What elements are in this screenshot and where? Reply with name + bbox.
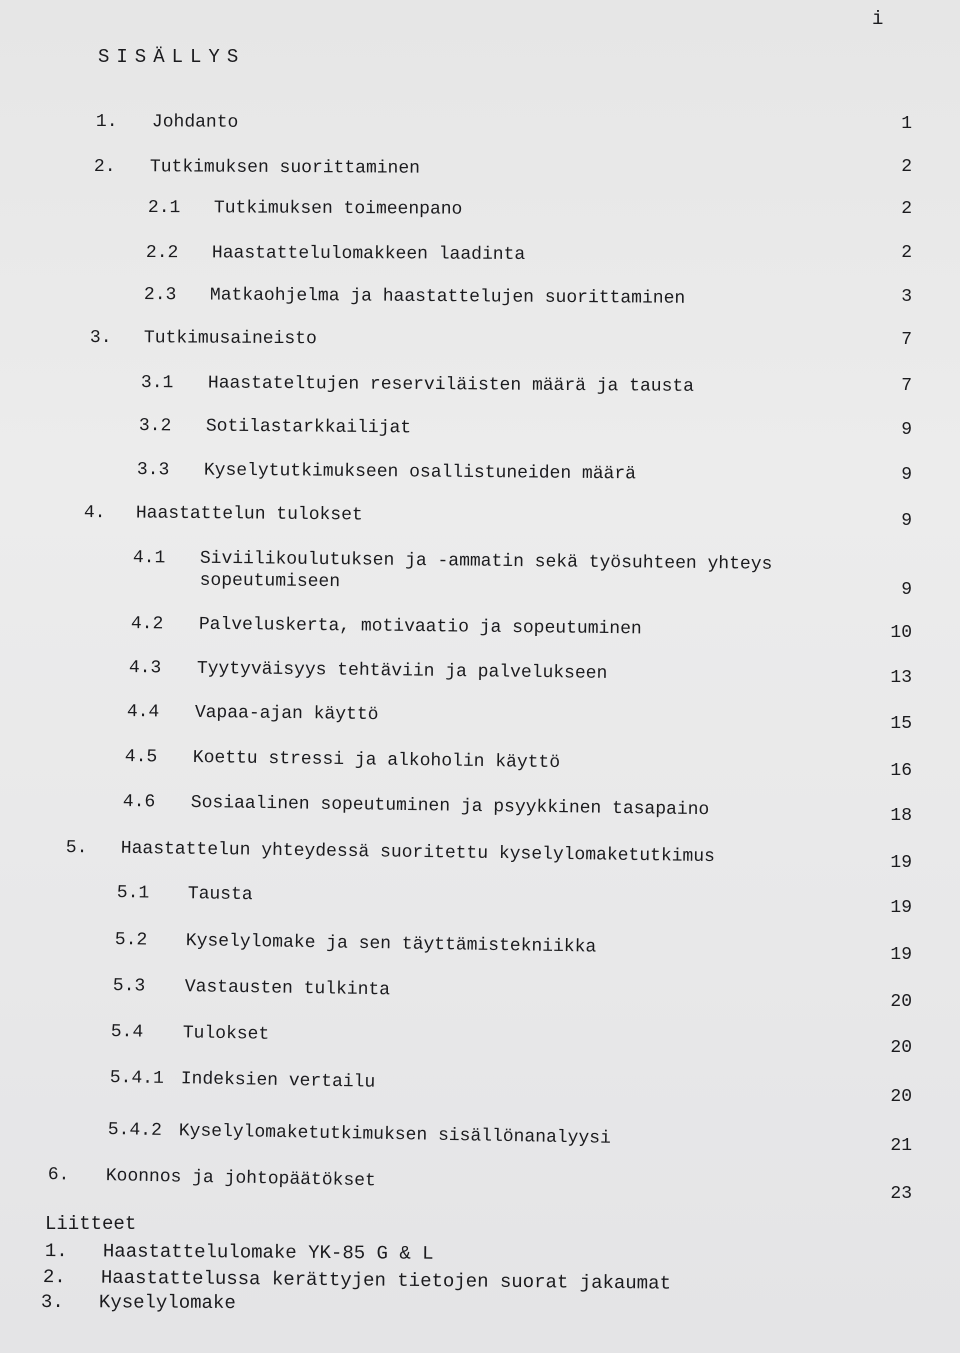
toc-entry-page: 15 [890, 714, 912, 734]
toc-entry-title: Vastausten tulkinta [184, 977, 391, 1001]
toc-entry-title: Tyytyväisyys tehtäviin ja palvelukseen [196, 658, 608, 684]
toc-entry-title: Kyselylomaketutkimuksen sisällönanalyysi [178, 1121, 612, 1149]
toc-entry-page: 20 [890, 992, 912, 1012]
toc-entry-page: 9 [901, 511, 912, 531]
toc-entry-page: 10 [890, 623, 912, 643]
toc-entry-title: Koettu stressi ja alkoholin käyttö [192, 747, 561, 774]
toc-entry-page: 2 [901, 243, 912, 263]
appendix-number: 2. [42, 1266, 66, 1289]
appendix-number: 3. [40, 1291, 64, 1314]
toc-entry-page: 19 [890, 945, 912, 965]
toc-entry-page: 19 [890, 898, 912, 918]
toc-entry-page: 1 [901, 114, 912, 134]
toc-entry-number: 2.1 [147, 198, 181, 219]
toc-entry-title: Siviilikoulutuksen ja -ammatin sekä työsuhteen yhteys [199, 548, 773, 575]
toc-entry-number: 4.5 [124, 747, 158, 768]
toc-entry-page: 7 [901, 376, 912, 396]
toc-entry-number: 3.3 [136, 460, 170, 481]
toc-entry-page: 16 [890, 761, 912, 781]
toc-entry-number: 5.4 [110, 1022, 144, 1043]
page-number: i [872, 8, 884, 30]
toc-entry-title: Koonnos ja johtopäätökset [105, 1166, 376, 1192]
toc-entry-number: 5.4.2 [107, 1120, 163, 1141]
toc-entry-title: Indeksien vertailu [180, 1069, 376, 1093]
toc-entry-title: Haastattelun yhteydessä suoritettu kyselylomaketutkimus [120, 838, 716, 868]
toc-entry-page: 7 [901, 330, 912, 350]
toc-entry-title: Tutkimusaineisto [143, 328, 317, 350]
toc-entry-title: Haastattelulomakkeen laadinta [211, 243, 526, 265]
toc-entry-title: Johdanto [151, 112, 239, 133]
toc-entry-number: 3. [89, 328, 112, 349]
toc-entry-number: 4.4 [126, 702, 160, 723]
toc-entry-number: 5.2 [114, 930, 148, 951]
toc-heading: SISÄLLYS [98, 46, 246, 68]
toc-entry-page: 3 [901, 287, 912, 307]
toc-entry-number: 2. [93, 157, 116, 178]
toc-entry-title: Tutkimuksen toimeenpano [213, 198, 463, 220]
toc-entry-page: 20 [890, 1087, 912, 1107]
toc-entry-page: 9 [901, 465, 912, 485]
toc-entry-page: 18 [890, 806, 912, 826]
toc-entry-title: Tulokset [182, 1023, 270, 1045]
toc-entry-number: 5.1 [116, 883, 150, 904]
toc-entry-number: 3.1 [140, 373, 174, 394]
toc-entry-page: 9 [901, 420, 912, 440]
toc-entry-page: 23 [890, 1184, 912, 1204]
toc-entry-title: Sosiaalinen sopeutuminen ja psyykkinen tasapaino [190, 792, 710, 821]
toc-entry-number: 1. [95, 112, 118, 133]
toc-entry-title: Sotilastarkkailijat [205, 416, 412, 439]
toc-entry-number: 4. [83, 503, 106, 524]
toc-entry-title: Tausta [187, 884, 253, 906]
toc-entry-number: 5.3 [112, 976, 146, 997]
toc-entry-number: 5.4.1 [109, 1068, 165, 1089]
toc-entry-page: 20 [890, 1038, 912, 1058]
toc-entry-number: 5. [65, 838, 88, 859]
toc-entry-title: Tutkimuksen suorittaminen [149, 157, 421, 179]
toc-entry-title: Kyselytutkimukseen osallistuneiden määrä [203, 460, 637, 485]
toc-entry-title: Haastateltujen reserviläisten määrä ja tausta [207, 373, 695, 397]
toc-entry-number: 6. [47, 1165, 70, 1186]
toc-entry-number: 4.6 [122, 792, 156, 813]
toc-entry-page: 13 [890, 668, 912, 688]
toc-entry-number: 2.3 [143, 285, 177, 306]
toc-entry-number: 4.1 [132, 548, 166, 569]
toc-entry-number: 4.2 [130, 614, 164, 635]
appendix-number: 1. [44, 1240, 68, 1263]
toc-entry-title: Vapaa-ajan käyttö [194, 702, 379, 726]
toc-entry-title: Kyselylomake ja sen täyttämistekniikka [185, 931, 597, 958]
toc-entry-page: 9 [901, 580, 912, 600]
toc-entry-number: 3.2 [138, 416, 172, 437]
toc-entry-page: 21 [890, 1136, 912, 1156]
toc-entry-number: 2.2 [145, 243, 179, 264]
toc-entry-number: 4.3 [128, 658, 162, 679]
toc-entry-title: Matkaohjelma ja haastattelujen suorittaminen [209, 285, 686, 309]
appendix-title: Kyselylomake [98, 1291, 236, 1315]
appendix-title: Haastattelulomake YK-85 G & L [102, 1240, 434, 1265]
appendix-title: Haastattelussa kerättyjen tietojen suorat jakaumat [100, 1266, 672, 1295]
toc-entry-page: 2 [901, 199, 912, 219]
toc-entry-page: 19 [890, 853, 912, 873]
toc-entry-page: 2 [901, 157, 912, 177]
appendices-heading: Liitteet [45, 1213, 137, 1235]
toc-entry-title-continued: sopeutumiseen [199, 570, 341, 593]
toc-entry-title: Haastattelun tulokset [135, 503, 363, 526]
toc-entry-title: Palveluskerta, motivaatio ja sopeutuminen [198, 614, 642, 640]
